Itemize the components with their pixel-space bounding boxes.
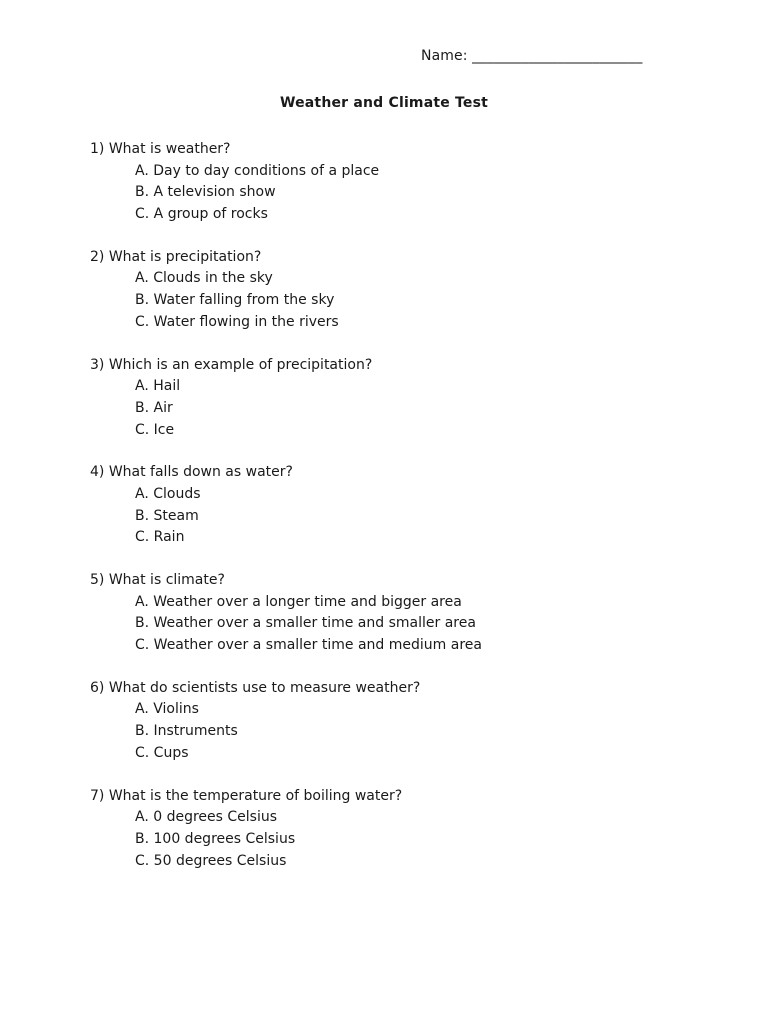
question-text: 3) Which is an example of precipitation? bbox=[90, 356, 373, 373]
choice-c: C. Water flowing in the rivers bbox=[135, 313, 339, 330]
choice-c: C. Cups bbox=[135, 744, 189, 761]
choice-c: C. 50 degrees Celsius bbox=[135, 852, 287, 869]
question-3 bbox=[90, 355, 730, 442]
choice-c: C. Ice bbox=[135, 421, 175, 438]
question-text: 5) What is climate? bbox=[90, 572, 225, 588]
choice-b: B. Weather over a smaller time and smaller area bbox=[135, 615, 476, 632]
choice-a: A. Weather over a longer time and bigger area bbox=[135, 593, 462, 610]
question-4 bbox=[90, 462, 730, 549]
choice-c: C. A group of rocks bbox=[135, 206, 268, 223]
question-6 bbox=[90, 678, 730, 765]
page-title: Weather and Climate Test bbox=[279, 95, 489, 111]
choice-list bbox=[90, 484, 730, 549]
choice-a: A. Clouds bbox=[135, 485, 201, 502]
choice-b: B. A television show bbox=[135, 184, 276, 201]
choice-b: B. 100 degrees Celsius bbox=[135, 830, 296, 847]
question-text: 4) What falls down as water? bbox=[90, 464, 293, 481]
choice-list bbox=[90, 699, 730, 764]
choice-list bbox=[90, 592, 730, 657]
question-1 bbox=[90, 139, 730, 226]
choice-list bbox=[90, 161, 730, 226]
question-list bbox=[90, 139, 730, 893]
question-2 bbox=[90, 247, 730, 334]
choice-a: A. Day to day conditions of a place bbox=[135, 162, 380, 179]
choice-b: B. Instruments bbox=[135, 723, 238, 740]
name-field-label: Name: ________________________ bbox=[421, 48, 643, 64]
question-text: 7) What is the temperature of boiling water? bbox=[90, 787, 403, 804]
choice-b: B. Water falling from the sky bbox=[135, 292, 335, 309]
choice-list bbox=[90, 268, 730, 333]
choice-a: A. Hail bbox=[135, 378, 181, 395]
question-7 bbox=[90, 786, 730, 873]
question-text: 1) What is weather? bbox=[90, 141, 231, 157]
question-5 bbox=[90, 570, 730, 657]
question-text: 2) What is precipitation? bbox=[90, 248, 262, 265]
choice-c: C. Weather over a smaller time and medium area bbox=[135, 637, 482, 654]
choice-c: C. Rain bbox=[135, 529, 185, 546]
choice-list bbox=[90, 807, 730, 872]
choice-b: B. Steam bbox=[135, 507, 199, 524]
question-text: 6) What do scientists use to measure weather? bbox=[90, 679, 421, 696]
choice-list bbox=[90, 376, 730, 441]
choice-b: B. Air bbox=[135, 399, 173, 416]
choice-a: A. Violins bbox=[135, 701, 199, 718]
choice-a: A. 0 degrees Celsius bbox=[135, 809, 278, 826]
choice-a: A. Clouds in the sky bbox=[135, 270, 273, 287]
